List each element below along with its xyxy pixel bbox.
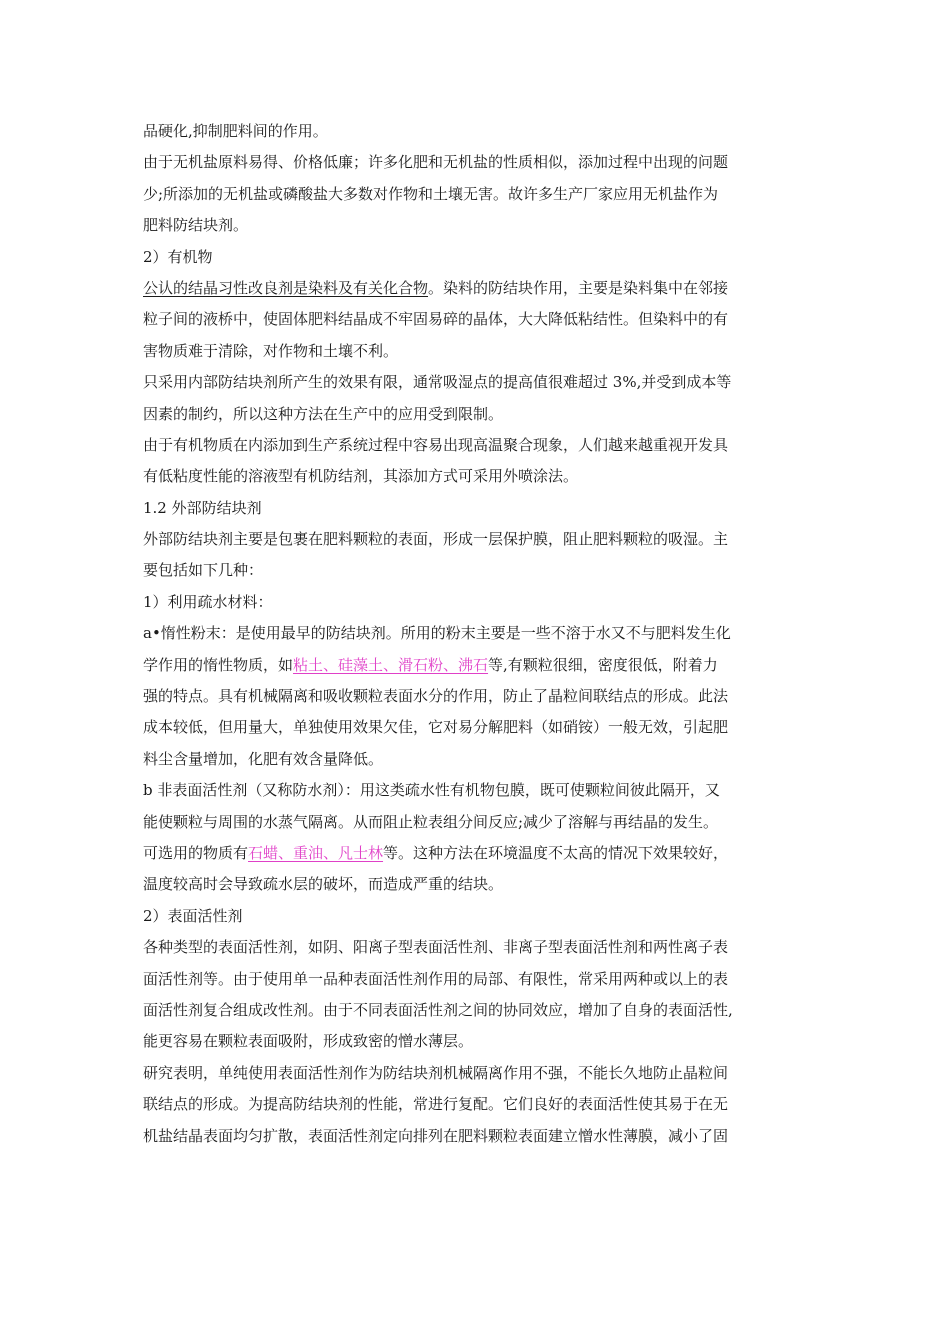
text-line: 少;所添加的无机盐或磷酸盐大多数对作物和土壤无害。故许多生产厂家应用无机盐作为 <box>143 184 719 203</box>
underlined-phrase: 公认的结晶习性改良剂是染料及有关化合物 <box>143 278 429 297</box>
text-line: 由于无机盐原料易得、价格低廉；许多化肥和无机盐的性质相似，添加过程中出现的问题 <box>143 153 729 172</box>
text-line <box>143 273 813 304</box>
text-span: 可选用的物质有 <box>143 843 249 862</box>
text-line: 料尘含量增加，化肥有效含量降低。 <box>143 749 384 768</box>
text-line: 因素的制约，所以这种方法在生产中的应用受到限制。 <box>143 404 504 423</box>
text-span: 等。这种方法在环境温度不太高的情况下效果较好， <box>383 843 729 862</box>
section-heading: 1.2 外部防结块剂 <box>143 498 262 517</box>
section-heading: 2）表面活性剂 <box>143 906 243 925</box>
text-line: 机盐结晶表面均匀扩散，表面活性剂定向排列在肥料颗粒表面建立憎水性薄膜，减小了固 <box>143 1126 729 1145</box>
text-span: 。染料的防结块作用，主要是染料集中在邻接 <box>428 278 729 297</box>
text-line: 肥料防结块剂。 <box>143 216 249 235</box>
text-line: 粒子间的液桥中，使固体肥料结晶成不牢固易碎的晶体，大大降低粘结性。但染料中的有 <box>143 310 729 329</box>
text-line <box>143 838 813 869</box>
text-line: 成本较低，但用量大，单独使用效果欠佳，它对易分解肥料（如硝铵）一般无效，引起肥 <box>143 718 729 737</box>
text-line: 温度较高时会导致疏水层的破坏，而造成严重的结块。 <box>143 875 504 894</box>
text-line: 由于有机物质在内添加到生产系统过程中容易出现高温聚合现象，人们越来越重视开发具 <box>143 435 729 454</box>
text-line <box>143 650 813 681</box>
document-body <box>143 116 813 1152</box>
text-line: b 非表面活性剂（又称防水剂）：用这类疏水性有机物包膜，既可使颗粒间彼此隔开，又 <box>143 781 720 800</box>
text-line: 要包括如下几种： <box>143 561 264 580</box>
text-line: 能更容易在颗粒表面吸附，形成致密的憎水薄层。 <box>143 1032 474 1051</box>
text-line: 能使颗粒与周围的水蒸气隔离。从而阻止粒表组分间反应;减少了溶解与再结晶的发生。 <box>143 812 719 831</box>
text-line: a•惰性粉末：是使用最早的防结块剂。所用的粉末主要是一些不溶于水又不与肥料发生化 <box>143 624 731 643</box>
text-line: 联结点的形成。为提高防结块剂的性能，常进行复配。它们良好的表面活性使其易于在无 <box>143 1095 729 1114</box>
text-line: 面活性剂复合组成改性剂。由于不同表面活性剂之间的协同效应，增加了自身的表面活性, <box>143 1000 733 1019</box>
text-line: 外部防结块剂主要是包裹在肥料颗粒的表面，形成一层保护膜，阻止肥料颗粒的吸湿。主 <box>143 530 729 549</box>
text-line: 害物质难于清除，对作物和土壤不利。 <box>143 341 399 360</box>
text-line: 有低粘度性能的溶液型有机防结剂，其添加方式可采用外喷涂法。 <box>143 467 579 486</box>
substances-link[interactable]: 石蜡、重油、凡士林 <box>248 843 384 862</box>
text-span: 等,有颗粒很细，密度很低，附着力 <box>488 655 718 674</box>
text-line: 品硬化,抑制肥料间的作用。 <box>143 122 328 140</box>
text-line: 面活性剂等。由于使用单一品种表面活性剂作用的局部、有限性，常采用两种或以上的表 <box>143 969 729 988</box>
text-line: 强的特点。具有机械隔离和吸收颗粒表面水分的作用，防止了晶粒间联结点的形成。此法 <box>143 687 729 706</box>
section-heading: 1）利用疏水材料： <box>143 592 273 611</box>
text-line: 只采用内部防结块剂所产生的效果有限，通常吸湿点的提高值很难超过 3%,并受到成本等 <box>143 373 732 392</box>
text-line: 研究表明，单纯使用表面活性剂作为防结块剂机械隔离作用不强，不能长久地防止晶粒间 <box>143 1063 729 1082</box>
text-span: 学作用的惰性物质，如 <box>143 655 294 674</box>
text-line: 各种类型的表面活性剂，如阴、阳离子型表面活性剂、非离子型表面活性剂和两性离子表 <box>143 938 729 957</box>
materials-link[interactable]: 粘土、硅藻土、滑石粉、沸石 <box>293 655 489 674</box>
section-heading: 2）有机物 <box>143 247 213 266</box>
